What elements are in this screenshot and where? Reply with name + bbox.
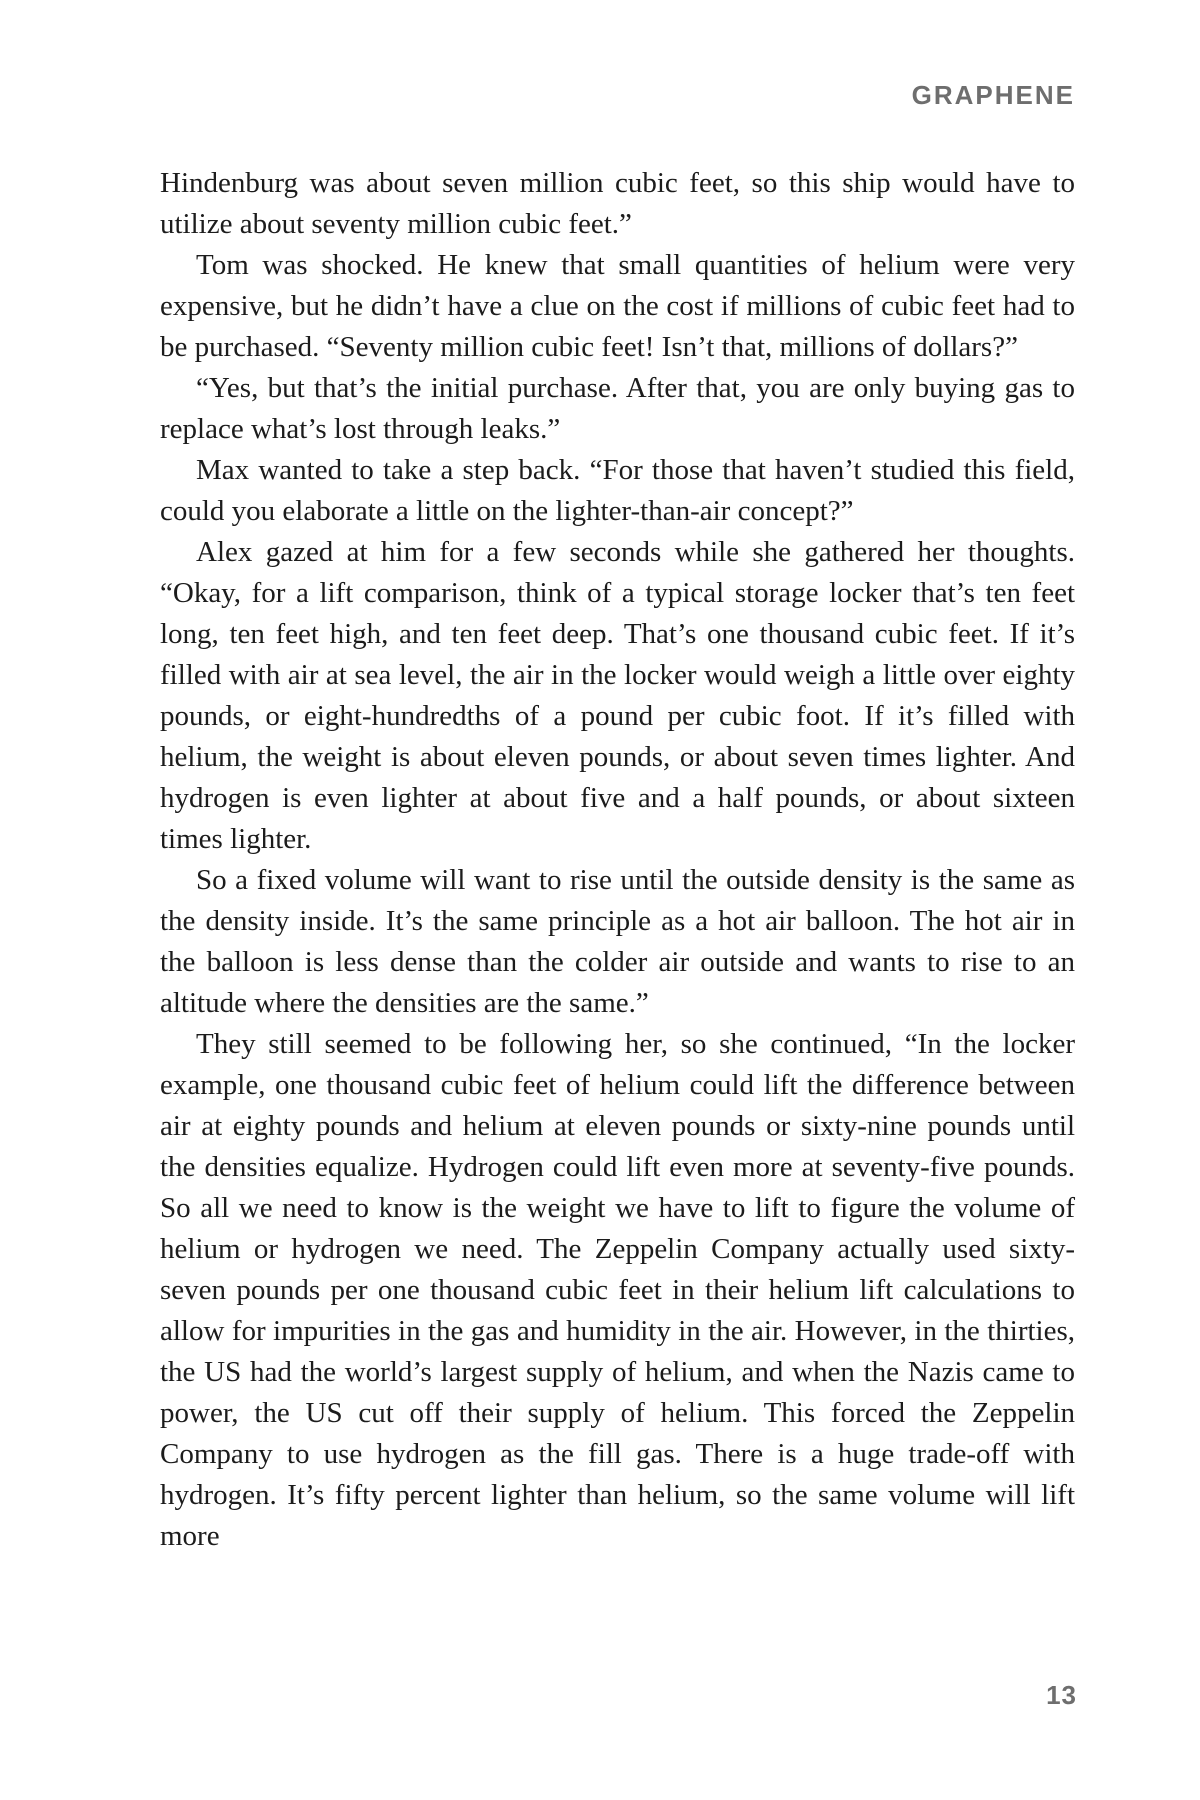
page-body <box>160 163 1075 1557</box>
paragraph: Tom was shocked. He knew that small quantities of helium were very expensive, but he didn’t have a clue on the cost if millions of cubic feet had to be purchased. “Seventy million cubic feet! Isn’t that, millions of dollars?” <box>160 249 1075 363</box>
paragraph: So a fixed volume will want to rise until the outside density is the same as the density inside. It’s the same principle as a hot air balloon. The hot air in the balloon is less dense than the colder air outside and wants to rise to an altitude where the densities are the same.” <box>160 864 1075 1019</box>
paragraph: Hindenburg was about seven million cubic feet, so this ship would have to utilize about seventy million cubic feet.” <box>160 167 1075 240</box>
running-header: GRAPHENE <box>911 80 1075 110</box>
paragraph: Max wanted to take a step back. “For those that haven’t studied this field, could you elaborate a little on the lighter-than-air concept?” <box>160 454 1075 527</box>
paragraph: Alex gazed at him for a few seconds while she gathered her thoughts. “Okay, for a lift comparison, think of a typical storage locker that’s ten feet long, ten feet high, and ten feet deep. That’s one thousand cubic feet. If it’s filled with air at sea level, the air in the locker would weigh a little over eighty pounds, or eight-hundredths of a pound per cubic foot. If it’s filled with helium, the weight is about eleven pounds, or about seven times lighter. And hydrogen is even lighter at about five and a half pounds, or about sixteen times lighter. <box>160 536 1075 855</box>
paragraph: They still seemed to be following her, so she continued, “In the locker example, one thousand cubic feet of helium could lift the difference between air at eighty pounds and helium at eleven pounds or sixty-nine pounds until the densities equalize. Hydrogen could lift even more at seventy-five pounds. So all we need to know is the weight we have to lift to figure the volume of helium or hydrogen we need. The Zeppelin Company actually used sixty-seven pounds per one thousand cubic feet in their helium lift calculations to allow for impurities in the gas and humidity in the air. However, in the thirties, the US had the world’s largest supply of helium, and when the Nazis came to power, the US cut off their supply of helium. This forced the Zeppelin Company to use hydrogen as the fill gas. There is a huge trade-off with hydrogen. It’s fifty percent lighter than helium, so the same volume will lift more <box>160 1028 1075 1552</box>
page-number: 13 <box>1046 1680 1077 1710</box>
paragraph: “Yes, but that’s the initial purchase. After that, you are only buying gas to replace what’s lost through leaks.” <box>160 372 1075 445</box>
